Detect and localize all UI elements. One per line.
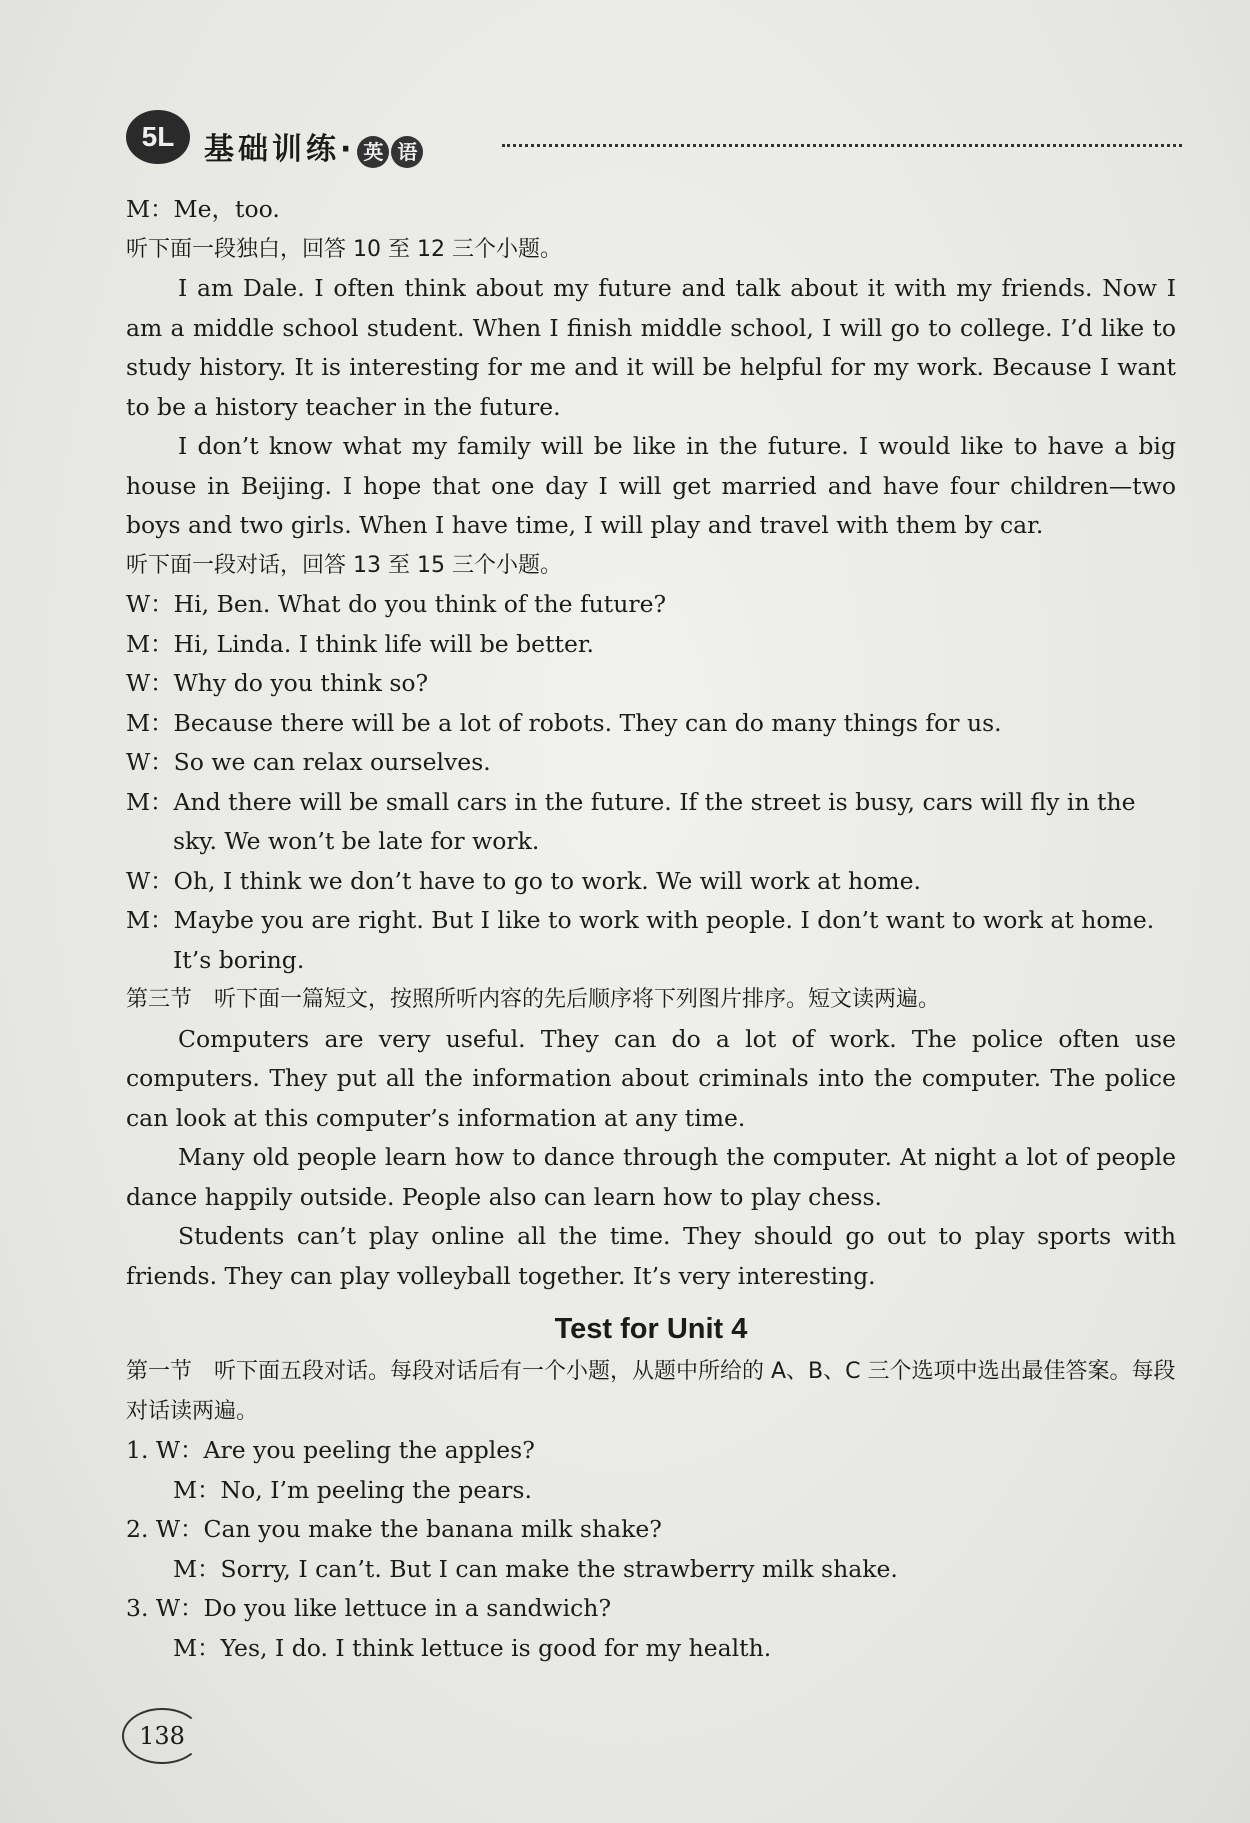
subject-badge-2: 语 xyxy=(391,136,423,168)
paragraph: I don’t know what my family will be like in the future. I would like to have a big house in Beijing. I hope that one day I will get married and have four children—two boys and two girls. When I have time, I will play and travel with them by car. xyxy=(126,432,1176,539)
page-content xyxy=(126,190,1176,1668)
dialogue-line: M：And there will be small cars in the future. If the street is busy, cars will fly in the sky. We won’t be late for work. xyxy=(126,787,1136,855)
dialogue-line: W：Hi, Ben. What do you think of the future? xyxy=(126,590,667,618)
series-logo: 5L xyxy=(126,110,190,164)
dialogue-line: M：Maybe you are right. But I like to work with people. I don’t want to work at home. It’s boring. xyxy=(126,906,1155,974)
question-line: 3. W：Do you like lettuce in a sandwich? xyxy=(126,1594,612,1622)
question-line: 2. W：Can you make the banana milk shake? xyxy=(126,1515,662,1543)
paragraph: I am Dale. I often think about my future and talk about it with my friends. Now I am a middle school student. When I finish middle school, I will go to college. I’d like to study history. It is interesting for me and it will be helpful for my work. Because I want to be a history teacher in the future. xyxy=(126,274,1176,421)
paragraph: Many old people learn how to dance through the computer. At night a lot of people dance happily outside. People also can learn how to play chess. xyxy=(126,1143,1176,1211)
section-instruction: 听下面一段对话，回答 13 至 15 三个小题。 xyxy=(126,552,562,578)
dialogue-line: M：Hi, Linda. I think life will be better. xyxy=(126,629,594,658)
book-title-text: 基础训练· xyxy=(204,132,356,167)
page-header xyxy=(120,108,1180,168)
dialogue-line: M：Me，too. xyxy=(126,195,280,223)
dialogue-line: W：Why do you think so? xyxy=(126,669,429,697)
section-instruction: 听下面一段独白，回答 10 至 12 三个小题。 xyxy=(126,236,562,262)
section-instruction: 第一节 听下面五段对话。每段对话后有一个小题，从题中所给的 A、B、C 三个选项中选出最佳答案。每段对话读两遍。 xyxy=(126,1359,1176,1424)
question-line: M：Sorry, I can’t. But I can make the strawberry milk shake. xyxy=(173,1554,898,1583)
paragraph: Students can’t play online all the time. They should go out to play sports with friends. They can play volleyball together. It’s very interesting. xyxy=(126,1222,1176,1290)
paragraph: Computers are very useful. They can do a lot of work. The police often use computers. They put all the information about criminals into the computer. The police can look at this computer’s information at any time. xyxy=(126,1024,1176,1132)
subject-badge-1: 英 xyxy=(357,136,389,168)
test-title: Test for Unit 4 xyxy=(554,1313,748,1345)
question-line: M：Yes, I do. I think lettuce is good for my health. xyxy=(173,1633,772,1662)
page-number: 138 xyxy=(122,1708,202,1764)
question-line: 1. W：Are you peeling the apples? xyxy=(126,1436,535,1464)
dialogue-line: W：So we can relax ourselves. xyxy=(126,748,491,776)
dialogue-line: M：Because there will be a lot of robots. They can do many things for us. xyxy=(126,708,1002,737)
question-line: M：No, I’m peeling the pears. xyxy=(173,1475,532,1504)
section-instruction: 第三节 听下面一篇短文，按照所听内容的先后顺序将下列图片排序。短文读两遍。 xyxy=(126,987,941,1012)
book-title xyxy=(204,124,423,168)
header-dotted-rule xyxy=(502,144,1182,147)
dialogue-line: W：Oh, I think we don’t have to go to work. We will work at home. xyxy=(126,866,921,895)
